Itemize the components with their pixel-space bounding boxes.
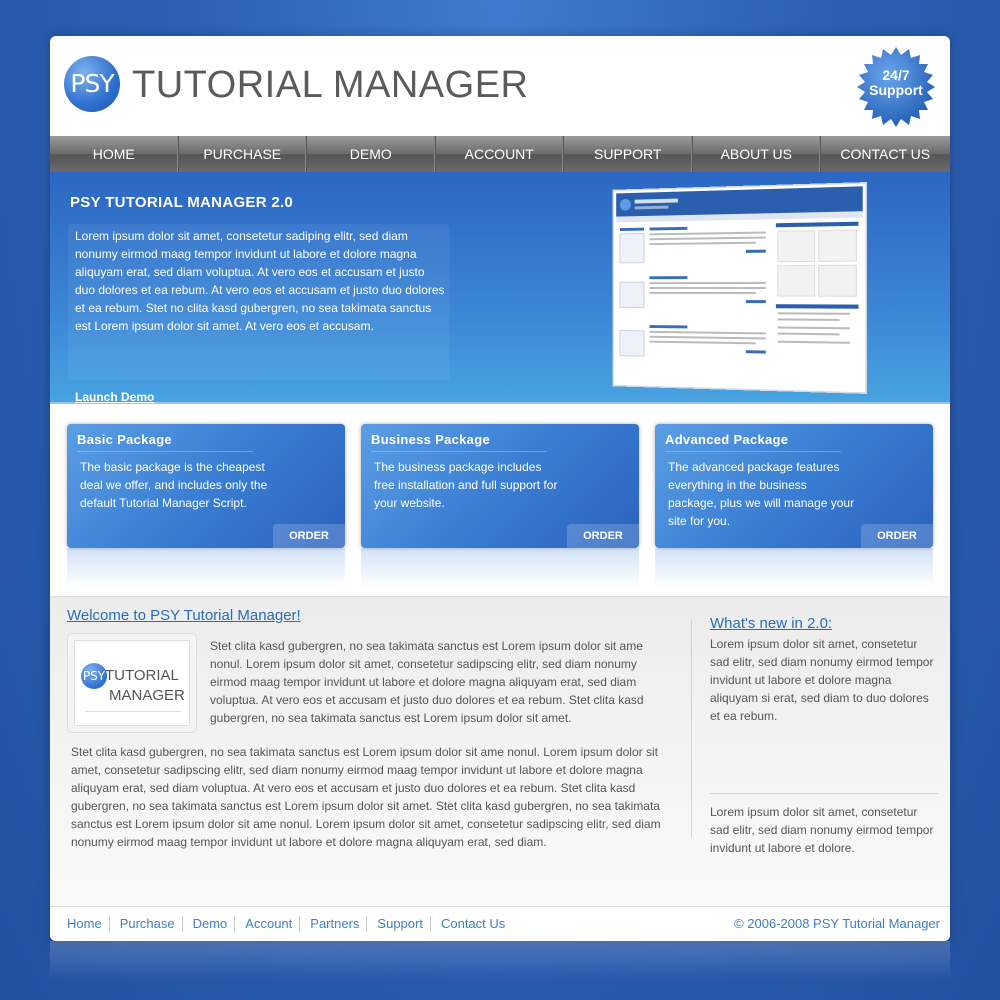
- package-title: Business Package: [371, 432, 547, 452]
- badge-text: [855, 68, 937, 98]
- main-nav: [50, 136, 950, 172]
- package-card-advanced: [655, 424, 933, 548]
- support-badge[interactable]: [855, 46, 937, 128]
- hero-title: PSY TUTORIAL MANAGER 2.0: [70, 194, 294, 211]
- nav-contact-us[interactable]: CONTACT US: [840, 146, 931, 162]
- thumbnail-logo-mark: PSY: [81, 663, 107, 689]
- footer-link-partners[interactable]: Partners: [303, 916, 367, 932]
- page-container: [50, 36, 950, 941]
- footer-link-purchase[interactable]: Purchase: [113, 916, 183, 932]
- order-button[interactable]: ORDER: [567, 524, 639, 548]
- main-content: [50, 596, 950, 906]
- packages-section: [50, 406, 950, 596]
- nav-account[interactable]: ACCOUNT: [436, 136, 565, 172]
- badge-line2: Support: [869, 82, 923, 98]
- welcome-heading[interactable]: Welcome to PSY Tutorial Manager!: [67, 607, 301, 624]
- package-reflection: [361, 548, 639, 588]
- thumbnail-frame: [74, 640, 190, 726]
- nav-demo[interactable]: DEMO: [307, 136, 436, 172]
- intro-paragraph: Stet clita kasd gubergren, no sea takimata sanctus est Lorem ipsum dolor sit ame nonul. Lorem ipsum dolor sit amet, consetetur sadipscing elitr, sed diam nonumy eirmod maag tempor invidunt ut labore et dolore magna aliquyam erat, sed diam voluptua. At vero eos et accusam et justo duo dolores et ea rebum. Stet clita kasd gubergren, no sea takimata sanctus est Lorem ipsum dolor sit amet.: [210, 639, 644, 725]
- header: [50, 36, 950, 136]
- footer-link-demo[interactable]: Demo: [186, 916, 236, 932]
- body-paragraph: Stet clita kasd gubergren, no sea takimata sanctus est Lorem ipsum dolor sit ame nonul. Lorem ipsum dolor sit amet, consetetur sadipscing elitr, sed diam nonumy eirmod maag tempor invidunt ut labore et dolore magna aliquyam erat, sed diam voluptua. At vero eos et accusam et justo duo dolores et ea rebum. Stet clita kasd gubergren, no sea takimata sanctus est Lorem ipsum dolor sit amet. Stet clita kasd gubergren, no sea takimata sanctus est Lorem ipsum dolor sit ame nonul. Lorem ipsum dolor sit amet, consetetur sadipscing elitr, sed diam nonumy eirmod maag tempor invidunt ut labore et dolore magna aliquyam erat, sed diam.: [71, 745, 661, 849]
- footer-link-home[interactable]: Home: [60, 916, 110, 932]
- nav-support[interactable]: SUPPORT: [564, 136, 693, 172]
- news-item: Lorem ipsum dolor sit amet, consetetur sad elitr, sed diam nonumy eirmod tempor invidunt ut labore et dolore magna aliquyam si erat, sed diam to duo dolores et ea rebum.: [710, 637, 934, 723]
- order-button[interactable]: ORDER: [273, 524, 345, 548]
- logo-thumbnail: [67, 633, 197, 733]
- hero-text: Lorem ipsum dolor sit amet, consetetur sadiping elitr, sed diam nonumy eirmod maag tempor invidunt ut labore et dolore magna aliquyam erat, sed diam voluptua. At vero eos et accusam et justo duo dolores et ea rebum. At vero eos et accusam et justo duo dolores et ea rebum. Stet no clita kasd gubergren, no sea takimata sanctus est Lorem ipsum dolor sit amet. At vero eos et accusam.: [75, 229, 445, 333]
- product-screenshot-image: [613, 182, 867, 394]
- thumbnail-line1: TUTORIAL: [105, 667, 179, 684]
- news-item: Lorem ipsum dolor sit amet, consetetur sad elitr, sed diam nonumy eirmod tempor invidunt ut labore et dolore.: [710, 805, 934, 855]
- page-reflection: [50, 941, 950, 981]
- logo-text[interactable]: TUTORIAL MANAGER: [132, 64, 529, 106]
- news-divider: [710, 793, 938, 794]
- package-description: The advanced package features everything in the business package, plus we will manage your site for you.: [668, 460, 855, 528]
- package-card-business: [361, 424, 639, 548]
- package-reflection: [655, 548, 933, 588]
- footer-link-account[interactable]: Account: [238, 916, 300, 932]
- whats-new-heading[interactable]: What's new in 2.0:: [710, 615, 833, 632]
- hero-banner: [50, 172, 950, 404]
- footer-nav: [60, 916, 515, 932]
- nav-purchase[interactable]: PURCHASE: [179, 136, 308, 172]
- launch-demo-link[interactable]: Launch Demo: [75, 390, 155, 404]
- copyright: © 2006-2008 PSY Tutorial Manager: [734, 916, 940, 931]
- logo-mark[interactable]: PSY: [64, 56, 120, 112]
- package-description: The business package includes free installation and full support for your website.: [374, 460, 558, 510]
- package-title: Advanced Package: [665, 432, 841, 452]
- badge-line1: 24/7: [882, 67, 910, 83]
- order-button[interactable]: ORDER: [861, 524, 933, 548]
- thumbnail-line2: MANAGER: [109, 687, 185, 704]
- package-reflection: [67, 548, 345, 588]
- package-title: Basic Package: [77, 432, 253, 452]
- nav-home[interactable]: HOME: [50, 136, 179, 172]
- package-card-basic: [67, 424, 345, 548]
- package-description: The basic package is the cheapest deal we offer, and includes only the default Tutorial Manager Script.: [80, 460, 268, 510]
- column-divider: [691, 619, 692, 837]
- thumbnail-divider: [85, 711, 181, 712]
- nav-about-us[interactable]: ABOUT US: [693, 136, 822, 172]
- footer-link-contact-us[interactable]: Contact Us: [440, 916, 506, 931]
- footer-link-support[interactable]: Support: [370, 916, 431, 932]
- footer: [50, 906, 950, 941]
